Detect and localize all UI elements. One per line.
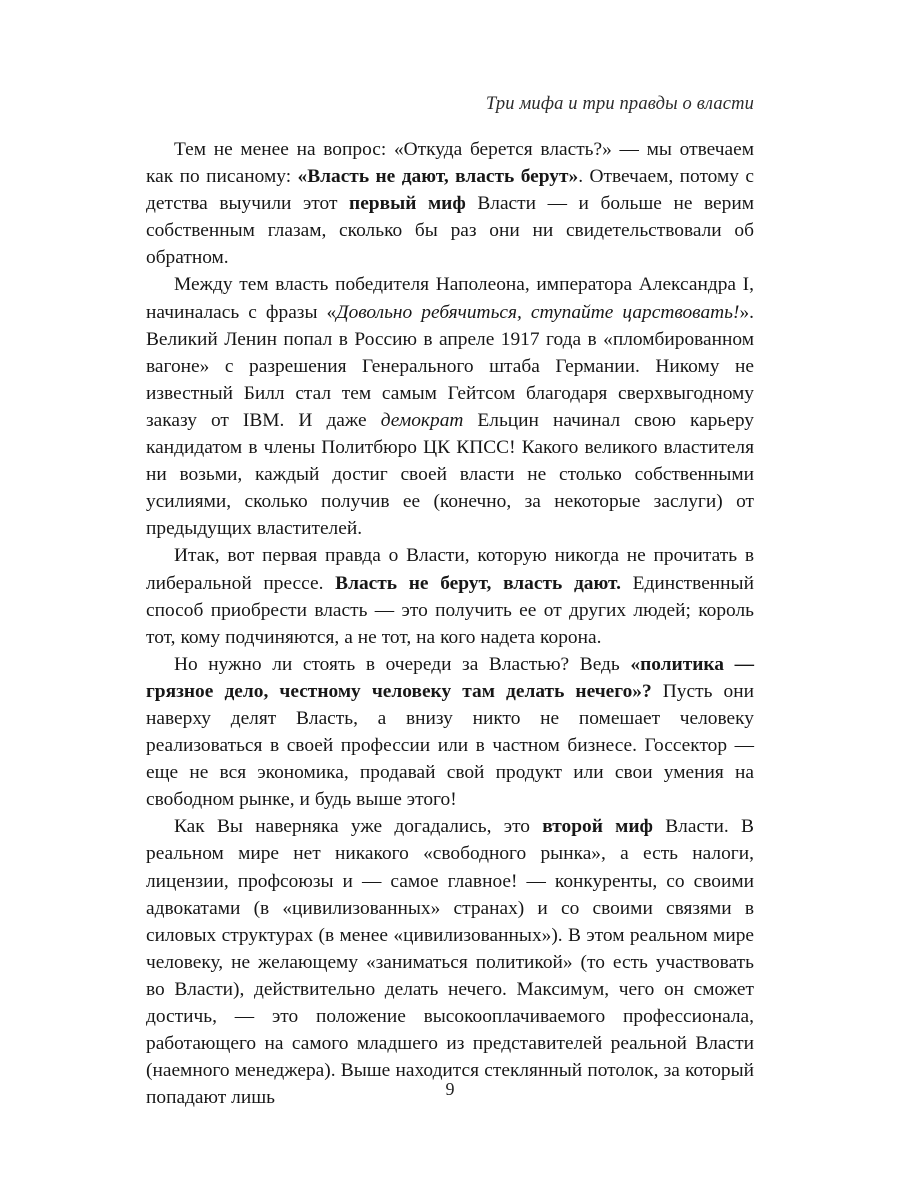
page-number: 9 bbox=[445, 1079, 455, 1099]
paragraph: Но нужно ли стоять в очереди за Властью? Ведь «политика — грязное дело, честному человеку там делать нечего»? Пусть они наверху делят Власть, а внизу никто не помешает человеку реализоваться в своей профессии или в частном бизнесе. Госсектор — еще не вся экономика, продавай свой продукт или свои умения на свободном рынке, и будь выше этого! bbox=[146, 653, 755, 811]
body-text-block bbox=[146, 136, 754, 1111]
bold-run: «политика — грязное дело, честному человеку там делать нечего»? bbox=[146, 653, 755, 702]
bold-run: «Власть не дают, власть берут» bbox=[297, 166, 579, 188]
bold-run: второй миф bbox=[542, 816, 653, 838]
paragraph: Между тем власть победителя Наполеона, императора Александра I, начиналась с фразы «Довольно ребячиться, ступайте царствовать!». Великий Ленин попал в Россию в апреле 1917 года в «пломбированном вагоне» с разрешения Генерального штаба Германии. Никому не известный Билл стал тем самым Гейтсом благодаря сверхвыгодному заказу от IBM. И даже демократ Ельцин начинал свою карьеру кандидатом в члены Политбюро ЦК КПСС! Какого великого властителя ни возьми, каждый достиг своей власти не столько собственными усилиями, сколько получив ее (конечно, за некоторые заслуги) от предыдущих властителей. bbox=[146, 274, 754, 540]
bold-run: первый миф bbox=[349, 193, 466, 215]
running-head: Три мифа и три правды о власти bbox=[485, 94, 754, 114]
italic-run: Довольно ребячиться, ступайте царствовать! bbox=[336, 301, 740, 323]
paragraph: Как Вы наверняка уже догадались, это второй миф Власти. В реальном мире нет никакого «свободного рынка», а есть налоги, лицензии, профсоюзы и — самое главное! — конкуренты, со своими адвокатами (в «цивилизованных» странах) и со своими связями в силовых структурах (в менее «цивилизованных»). В этом реальном мире человеку, не желающему «заниматься политикой» (то есть участвовать во Власти), действительно делать нечего. Максимум, чего он сможет достичь, — это положение высокооплачиваемого профессионала, работающего на самого младшего из представителей реальной Власти (наемного менеджера). Выше находится стеклянный потолок, за который попадают лишь bbox=[146, 816, 754, 1109]
bold-run: Власть не берут, власть дают. bbox=[335, 572, 621, 594]
paragraph: Тем не менее на вопрос: «Откуда берется власть?» — мы отвечаем как по писаному: «Власть не дают, власть берут». Отвечаем, потому с детства выучили этот первый миф Власти — и больше не верим собственным глазам, сколько бы раз они ни свидетельствовали об обратном. bbox=[146, 139, 755, 269]
paragraph: Итак, вот первая правда о Власти, которую никогда не прочитать в либеральной прессе. Власть не берут, власть дают. Единственный способ приобрести власть — это получить ее от других людей; король тот, кому подчиняются, а не тот, на кого надета корона. bbox=[146, 545, 754, 648]
italic-run: демократ bbox=[380, 409, 464, 431]
